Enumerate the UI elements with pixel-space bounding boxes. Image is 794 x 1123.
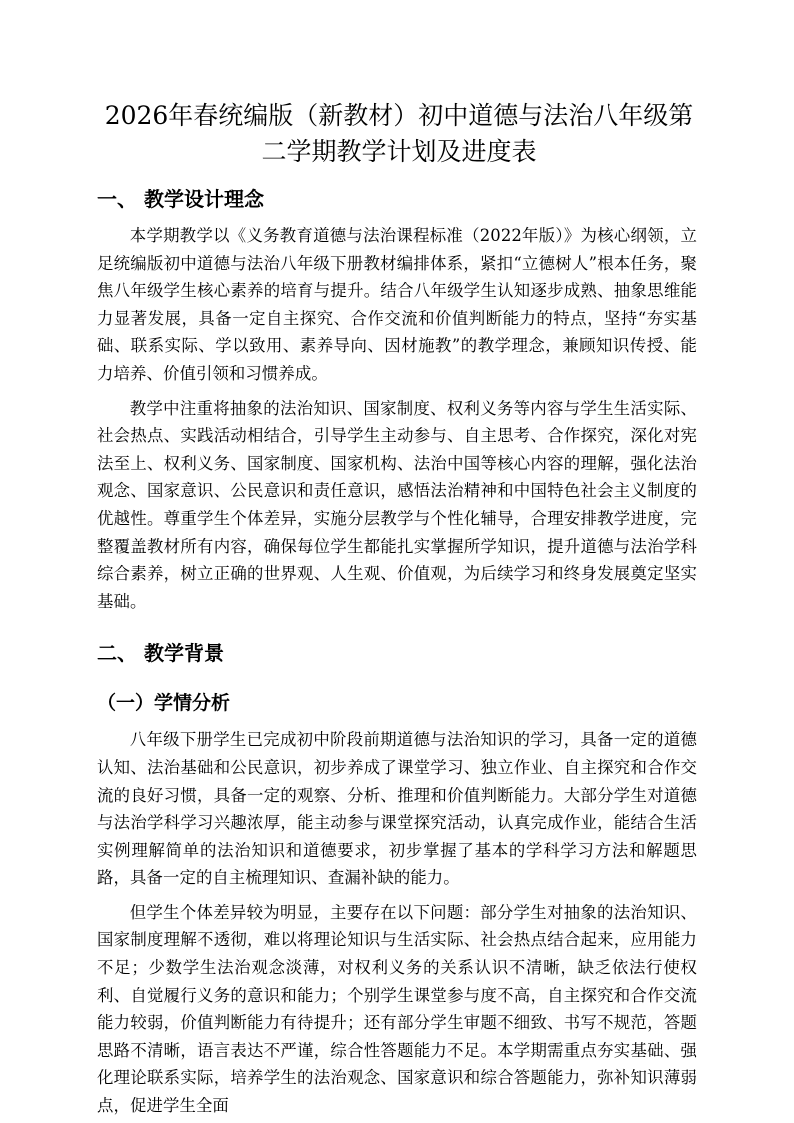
paragraph: 本学期教学以《义务教育道德与法治课程标准（2022年版）》为核心纲领，立足统编版初中道德与法治八年级下册教材编排体系，紧扣“立德树人”根本任务，聚焦八年级学生核心素养的培育与提升。结合八年级学生认知逐步成熟、抽象思维能力显著发展，具备一定自主探究、合作交流和价值判断能力的特点，坚持“夯实基础、联系实际、学以致用、素养导向、因材施教”的教学理念，兼顾知识传授、能力培养、价值引领和习惯养成。 [97,226,697,383]
paragraph: 八年级下册学生已完成初中阶段前期道德与法治知识的学习，具备一定的道德认知、法治基础和公民意识，初步养成了课堂学习、独立作业、自主探究和合作交流的良好习惯，具备一定的观察、分析、推理和价值判断能力。大部分学生对道德与法治学科学习兴趣浓厚，能主动参与课堂探究活动，认真完成作业，能结合生活实例理解简单的法治知识和道德要求，初步掌握了基本的学科学习方法和解题思路，具备一定的自主梳理知识、查漏补缺的能力。 [97,730,697,888]
section-teaching-background [97,639,697,1119]
paragraph: 但学生个体差异较为明显，主要存在以下问题：部分学生对抽象的法治知识、国家制度理解不透彻，难以将理论知识与生活实际、社会热点结合起来，应用能力不足；少数学生法治观念淡薄，对权利义务的关系认识不清晰，缺乏依法行使权利、自觉履行义务的意识和能力；个别学生课堂参与度不高，自主探究和合作交流能力较弱，价值判断能力有待提升；还有部分学生审题不细致、书写不规范，答题思路不清晰，语言表达不严谨，综合性答题能力不足。本学期需重点夯实基础、强化理论联系实际，培养学生的法治观念、国家意识和综合答题能力，弥补知识薄弱点，促进学生全面 [97,902,697,1116]
subsection-heading: （一）学情分析 [97,692,231,715]
paragraph: 教学中注重将抽象的法治知识、国家制度、权利义务等内容与学生生活实际、社会热点、实践活动相结合，引导学生主动参与、自主思考、合作探究，深化对宪法至上、权利义务、国家制度、国家机构、法治中国等核心内容的理解，强化法治观念、国家意识、公民意识和责任意识，感悟法治精神和中国特色社会主义制度的优越性。尊重学生个体差异，实施分层教学与个性化辅导，合理安排教学进度，完整覆盖教材所有内容，确保每位学生都能扎实掌握所学知识，提升道德与法治学科综合素养，树立正确的世界观、人生观、价值观，为后续学习和终身发展奠定坚实基础。 [97,398,697,611]
section-heading: 二、 教学背景 [97,641,224,666]
section-heading: 一、 教学设计理念 [97,187,264,211]
section-teaching-design [97,185,697,615]
subsection-student-analysis [97,689,697,1119]
document-title: 2026年春统编版（新教材）初中道德与法治八年级第二学期教学计划及进度表 [104,101,694,166]
